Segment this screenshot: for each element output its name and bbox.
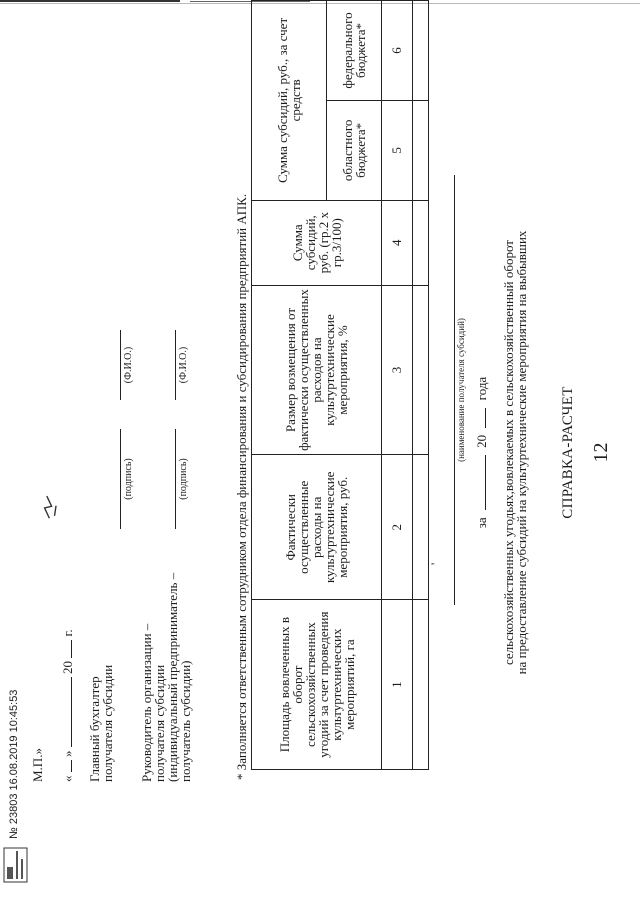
head-line-3: (индивидуальный предприниматель – bbox=[165, 572, 180, 782]
data-cell bbox=[412, 200, 428, 285]
registry-logo-icon bbox=[3, 847, 28, 883]
accountant-line-1: Главный бухгалтер bbox=[87, 676, 102, 782]
header-group-funds: Сумма субсидий, руб., за счет средств bbox=[252, 1, 327, 201]
date-year: 20 bbox=[60, 661, 75, 674]
column-number-5: 5 bbox=[382, 100, 413, 200]
column-number-4: 4 bbox=[382, 200, 413, 285]
subtitle-line-1: на предоставление субсидий на культуртехнические мероприятия на выбывших bbox=[514, 230, 529, 675]
header-col-3: Размер возмещения от фактически осуществленных расходов на культуртехнические мероприятия, % bbox=[252, 285, 382, 455]
year-blank-1 bbox=[474, 455, 486, 510]
accountant-name-line bbox=[120, 330, 122, 400]
column-number-6: 6 bbox=[382, 1, 413, 101]
tick-mark: ' bbox=[428, 562, 443, 565]
head-name-caption: (Ф.И.О.) bbox=[178, 346, 189, 384]
data-cell bbox=[412, 1, 428, 101]
date-close-quote: » bbox=[60, 750, 75, 757]
head-sign-caption: (подпись) bbox=[178, 458, 189, 500]
head-line-1: Руководитель организации – bbox=[139, 623, 154, 782]
head-signature-label bbox=[140, 572, 192, 782]
head-line-2: получателя субсидии bbox=[152, 664, 167, 782]
footnote: * Заполняется ответственным сотрудником отдела финансирования и субсидирования предприятий АПК. bbox=[234, 193, 249, 780]
year-prefix: за bbox=[474, 517, 489, 529]
data-cell bbox=[412, 285, 428, 455]
recipient-caption: (наименование получателя субсидий) bbox=[456, 318, 466, 462]
head-signature-line bbox=[175, 429, 177, 529]
calculation-table bbox=[251, 0, 429, 770]
page-number: 12 bbox=[590, 442, 612, 463]
date-month-blank bbox=[60, 677, 72, 747]
date-line bbox=[60, 629, 76, 782]
year-line bbox=[474, 0, 490, 905]
column-number-1: 1 bbox=[382, 600, 413, 770]
header-col-4: Сумма субсидий, руб. (гр.2 х гр.3/100) bbox=[252, 200, 382, 285]
data-cell bbox=[412, 455, 428, 600]
document-title: СПРАВКА-РАСЧЕТ bbox=[560, 386, 576, 519]
date-day-blank bbox=[60, 760, 72, 772]
accountant-sign-caption: (подпись) bbox=[123, 458, 134, 500]
date-suffix: г. bbox=[60, 629, 75, 637]
header-col-2: Фактически осуществленные расходы на культуртехнические мероприятия, руб. bbox=[252, 455, 382, 600]
header-col-5: областного бюджета* bbox=[327, 100, 382, 200]
accountant-name-caption: (Ф.И.О.) bbox=[123, 346, 134, 384]
accountant-line-2: получателя субсидии bbox=[100, 664, 115, 782]
head-name-line bbox=[175, 330, 177, 400]
scribble-mark bbox=[36, 487, 67, 523]
year-mid: 20 bbox=[474, 434, 489, 448]
registration-stamp: № 23803 16.08.2019 10:45:53 bbox=[8, 689, 20, 839]
date-open-quote: « bbox=[60, 775, 75, 782]
column-number-3: 3 bbox=[382, 285, 413, 455]
header-col-6: федерального бюджета* bbox=[327, 1, 382, 101]
data-cell bbox=[412, 100, 428, 200]
column-number-2: 2 bbox=[382, 455, 413, 600]
subtitle-line-2: сельскохозяйственных угодьях,вовлекаемых в сельскохозяйственный оборот bbox=[501, 240, 516, 665]
accountant-signature-line bbox=[120, 429, 122, 529]
data-cell bbox=[412, 600, 428, 770]
year-suffix: года bbox=[474, 376, 489, 401]
head-line-4: получатель субсидии) bbox=[178, 660, 193, 782]
stamp-place-label: М.П.» bbox=[30, 748, 45, 782]
header-col-1: Площадь вовлеченных в оборот сельскохозяйственных угодий за счет проведения культуртехнических мероприятий, га bbox=[252, 600, 382, 770]
date-year-blank bbox=[60, 640, 72, 658]
accountant-signature-label bbox=[88, 582, 114, 782]
year-blank-2 bbox=[474, 408, 486, 428]
